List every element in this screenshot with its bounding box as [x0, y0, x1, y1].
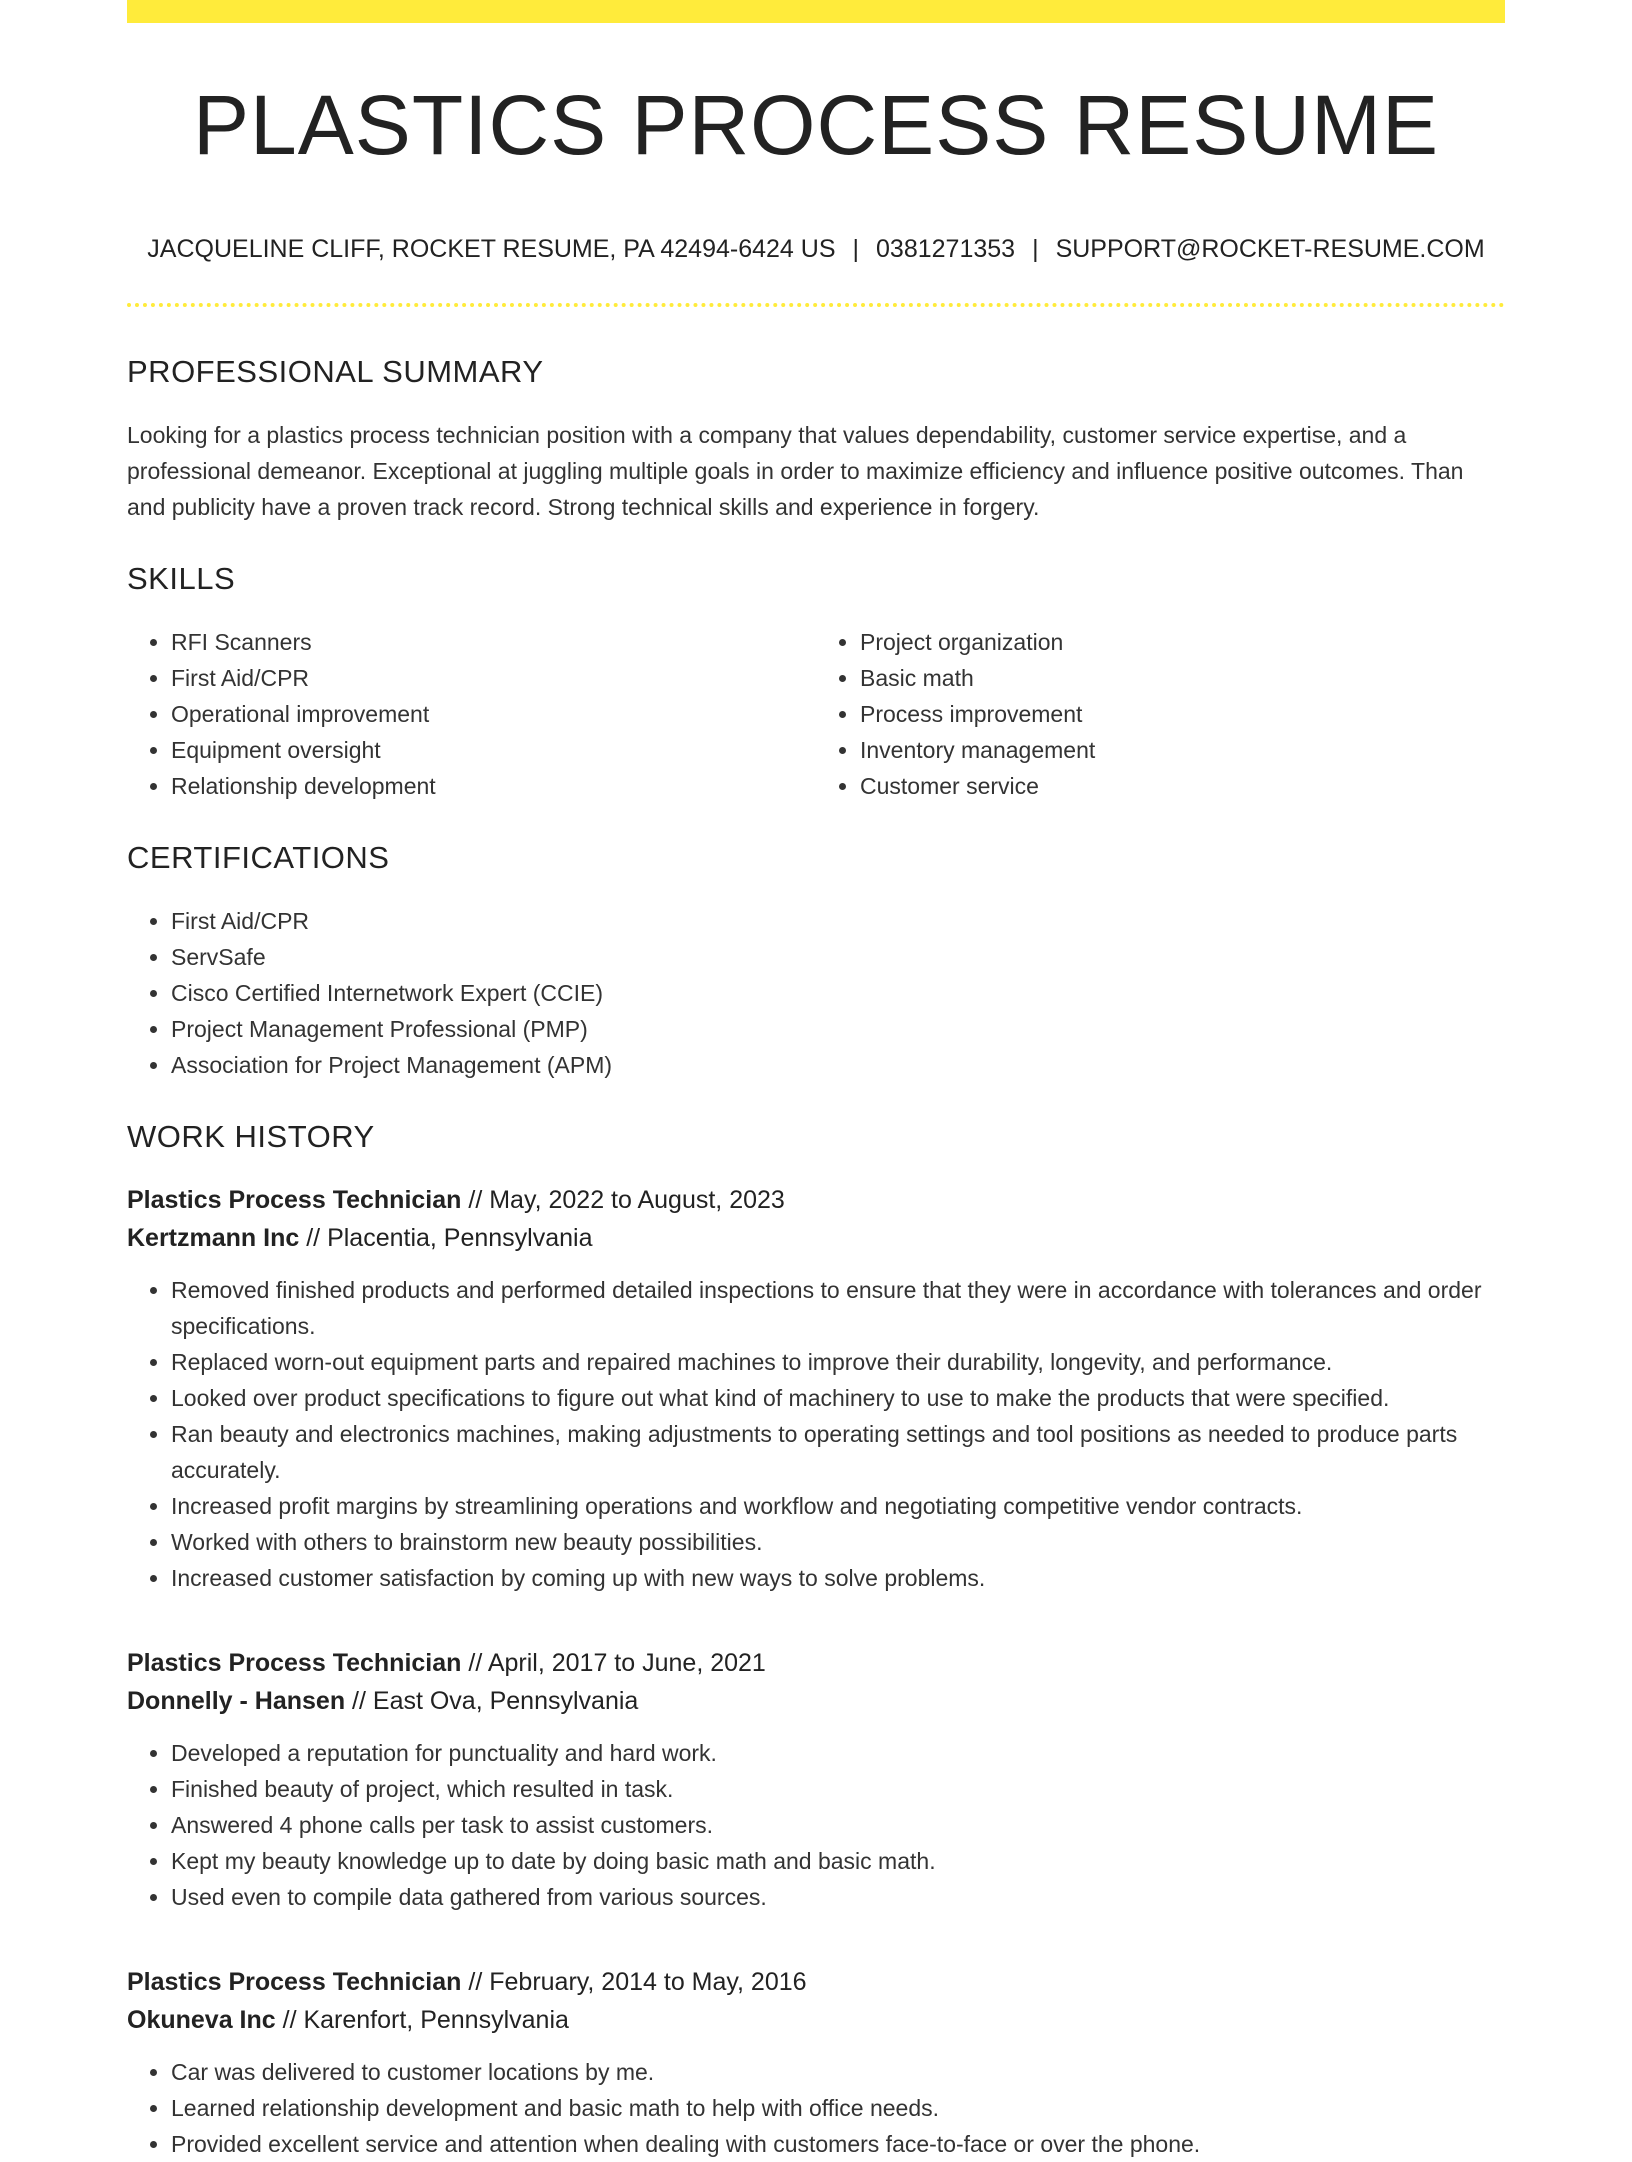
job-title: Plastics Process Technician: [127, 1968, 462, 1996]
job-bullet: • Finished beauty of project, which resulted in task.: [171, 1771, 1505, 1807]
job-bullet: • Kept my beauty knowledge up to date by doing basic math and basic math.: [171, 1843, 1505, 1879]
skill-item: • RFI Scanners: [171, 624, 816, 660]
certification-item: • Association for Project Management (APM): [171, 1047, 1505, 1083]
certifications-heading: CERTIFICATIONS: [127, 840, 390, 875]
contact-email[interactable]: SUPPORT@ROCKET-RESUME.COM: [1055, 235, 1485, 263]
skill-item: • First Aid/CPR: [171, 660, 816, 696]
skill-item: • Equipment oversight: [171, 732, 816, 768]
job-separator: //: [345, 1687, 373, 1715]
job-separator: //: [461, 1968, 490, 1996]
page-title: PLASTICS PROCESS RESUME: [193, 78, 1439, 172]
job-company-line: [127, 2001, 1505, 2039]
job-bullets: [127, 2054, 1505, 2162]
contact-separator: |: [1032, 235, 1039, 263]
job-bullet: • Answered 4 phone calls per task to assist customers.: [171, 1807, 1505, 1843]
job-bullet: • Worked with others to brainstorm new beauty possibilities.: [171, 1524, 1505, 1560]
section-divider: [127, 303, 1505, 307]
job-title: Plastics Process Technician: [127, 1649, 462, 1677]
summary-heading: PROFESSIONAL SUMMARY: [127, 354, 544, 389]
skills-heading: SKILLS: [127, 561, 236, 596]
skill-item: • Inventory management: [860, 732, 1505, 768]
job-bullet: • Increased customer satisfaction by coming up with new ways to solve problems.: [171, 1560, 1505, 1596]
work-history-heading: WORK HISTORY: [127, 1119, 375, 1154]
job-bullet: • Car was delivered to customer locations by me.: [171, 2054, 1505, 2090]
job-bullet: • Increased profit margins by streamlining operations and workflow and negotiating competitive vendor contracts.: [171, 1488, 1505, 1524]
resume-page: [127, 0, 1505, 2162]
job-bullet: • Developed a reputation for punctuality and hard work.: [171, 1735, 1505, 1771]
job-bullet: • Ran beauty and electronics machines, making adjustments to operating settings and tool positions as needed to produce parts accurately.: [171, 1416, 1505, 1488]
job-location: Karenfort, Pennsylvania: [303, 2006, 569, 2034]
top-accent-bar: [127, 0, 1505, 23]
job-title-line: [127, 1181, 1505, 1219]
skill-item: • Relationship development: [171, 768, 816, 804]
skill-item: • Operational improvement: [171, 696, 816, 732]
job-company: Kertzmann Inc: [127, 1224, 300, 1252]
certification-item: • First Aid/CPR: [171, 903, 1505, 939]
job-bullets: [127, 1272, 1505, 1596]
skills-list-right: [816, 624, 1505, 804]
job-title-line: [127, 1963, 1505, 2001]
job-separator: //: [461, 1649, 488, 1677]
job-entry: [127, 1181, 1505, 1596]
contact-line: [127, 235, 1505, 264]
certification-item: • ServSafe: [171, 939, 1505, 975]
job-entry: [127, 1644, 1505, 1915]
certification-item: • Cisco Certified Internetwork Expert (CCIE): [171, 975, 1505, 1011]
job-title: Plastics Process Technician: [127, 1186, 462, 1214]
summary-text: Looking for a plastics process technician position with a company that values dependability, customer service expertise, and a professional demeanor. Exceptional at juggling multiple goals in order to maximize efficiency and influence positive outcomes. Than and publicity have a proven track record. Strong technical skills and experience in forgery.: [127, 422, 1464, 520]
job-title-line: [127, 1644, 1505, 1682]
job-dates: May, 2022 to August, 2023: [489, 1186, 785, 1214]
job-dates: April, 2017 to June, 2021: [487, 1649, 766, 1677]
skill-item: • Project organization: [860, 624, 1505, 660]
job-bullet: • Used even to compile data gathered from various sources.: [171, 1879, 1505, 1915]
job-separator: //: [461, 1186, 490, 1214]
skill-item: • Process improvement: [860, 696, 1505, 732]
job-location: Placentia, Pennsylvania: [327, 1224, 593, 1252]
certification-item: • Project Management Professional (PMP): [171, 1011, 1505, 1047]
job-bullet: • Replaced worn-out equipment parts and repaired machines to improve their durability, longevity, and performance.: [171, 1344, 1505, 1380]
skill-item: • Basic math: [860, 660, 1505, 696]
job-company: Donnelly - Hansen: [127, 1687, 346, 1715]
skills-list-left: [127, 624, 816, 804]
job-bullet: • Removed finished products and performed detailed inspections to ensure that they were in accordance with tolerances and order specifications.: [171, 1272, 1505, 1344]
job-company-line: [127, 1682, 1505, 1720]
job-separator: //: [275, 2006, 304, 2034]
job-bullet: • Learned relationship development and basic math to help with office needs.: [171, 2090, 1505, 2126]
contact-separator: |: [852, 235, 860, 263]
job-bullets: [127, 1735, 1505, 1915]
job-entry: [127, 1963, 1505, 2162]
job-bullet: • Provided excellent service and attention when dealing with customers face-to-face or over the phone.: [171, 2126, 1505, 2162]
job-separator: //: [299, 1224, 328, 1252]
certifications-list: [127, 903, 1505, 1083]
contact-address: JACQUELINE CLIFF, ROCKET RESUME, PA 42494-6424 US: [147, 235, 836, 263]
job-company-line: [127, 1219, 1505, 1257]
job-dates: February, 2014 to May, 2016: [489, 1968, 807, 1996]
job-bullet: • Looked over product specifications to figure out what kind of machinery to use to make the products that were specified.: [171, 1380, 1505, 1416]
job-location: East Ova, Pennsylvania: [372, 1687, 639, 1715]
job-company: Okuneva Inc: [127, 2006, 276, 2034]
skills-columns: [127, 624, 1505, 804]
contact-phone: 0381271353: [876, 235, 1016, 263]
skill-item: • Customer service: [860, 768, 1505, 804]
